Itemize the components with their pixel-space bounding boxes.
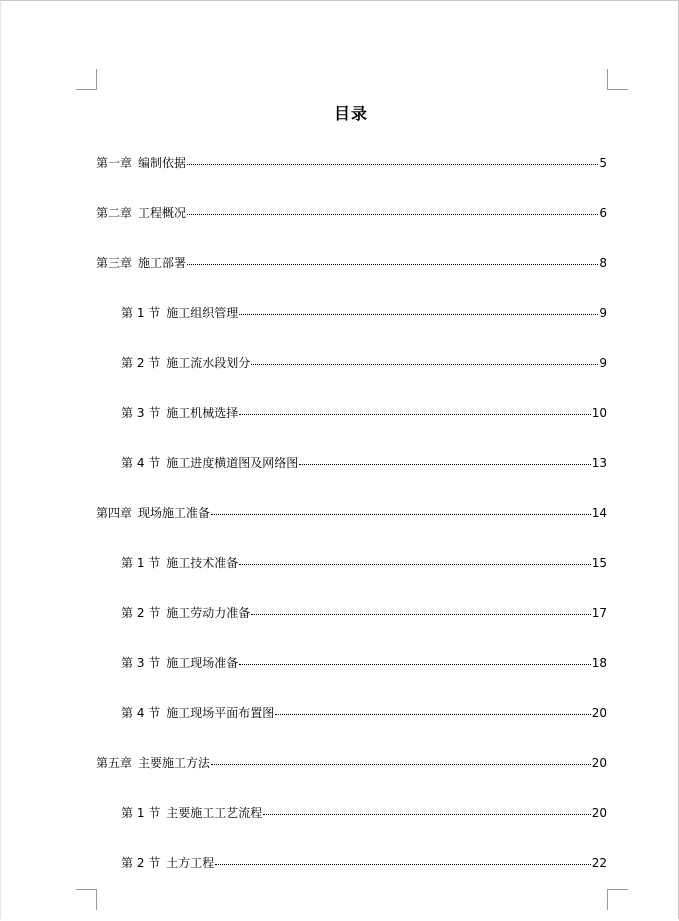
toc-entry[interactable]	[121, 856, 607, 870]
toc-entry-page-number: 8	[599, 256, 607, 270]
toc-entry-number: 第 2 节	[121, 606, 161, 620]
toc-entry[interactable]	[121, 656, 607, 670]
toc-dot-leader	[187, 164, 598, 165]
toc-entry[interactable]	[121, 356, 607, 370]
toc-entry-text: 施工劳动力准备	[166, 606, 251, 620]
toc-entry-number: 第 1 节	[121, 556, 161, 570]
toc-entry-number: 第 1 节	[121, 306, 161, 320]
toc-entry[interactable]	[96, 256, 607, 270]
toc-dot-leader	[263, 814, 590, 815]
toc-entry-number: 第 4 节	[121, 706, 161, 720]
toc-entry-page-number: 15	[591, 556, 607, 570]
toc-dot-leader	[239, 314, 598, 315]
toc-entry-page-number: 18	[591, 656, 607, 670]
toc-entry[interactable]	[121, 306, 607, 320]
toc-entry-number: 第一章	[96, 156, 133, 170]
toc-entry-number: 第二章	[96, 206, 133, 220]
toc-entry-number: 第 2 节	[121, 356, 161, 370]
toc-entry-text: 施工部署	[138, 256, 187, 270]
toc-entry-label	[121, 456, 298, 470]
toc-dot-leader	[211, 764, 591, 765]
toc-entry[interactable]	[121, 406, 607, 420]
toc-dot-leader	[239, 564, 590, 565]
toc-entry-page-number: 5	[599, 156, 607, 170]
toc-entry-text: 施工进度横道图及网络图	[166, 456, 299, 470]
toc-entry-number: 第三章	[96, 256, 133, 270]
toc-entry-number: 第 3 节	[121, 656, 161, 670]
toc-entry-page-number: 9	[599, 306, 607, 320]
toc-entry-label	[121, 406, 238, 420]
toc-dot-leader	[239, 664, 590, 665]
toc-entry[interactable]	[121, 706, 607, 720]
toc-entry-page-number: 6	[599, 206, 607, 220]
toc-entry-text: 编制依据	[138, 156, 187, 170]
toc-entry-label	[96, 506, 210, 520]
toc-entry-text: 施工组织管理	[166, 306, 239, 320]
toc-entry-page-number: 10	[591, 406, 607, 420]
toc-entry-text: 施工机械选择	[166, 406, 239, 420]
toc-entry-text: 主要施工工艺流程	[166, 806, 263, 820]
toc-entry-text: 施工技术准备	[166, 556, 239, 570]
toc-entry-label	[121, 806, 262, 820]
toc-entry-text: 施工现场平面布置图	[166, 706, 275, 720]
toc-entry-page-number: 22	[591, 856, 607, 870]
toc-entry-label	[96, 256, 186, 270]
toc-entry[interactable]	[96, 756, 607, 770]
toc-entry-label	[121, 856, 214, 870]
toc-dot-leader	[251, 614, 590, 615]
toc-entry[interactable]	[96, 156, 607, 170]
toc-entry[interactable]	[121, 606, 607, 620]
toc-entry-text: 施工流水段划分	[166, 356, 251, 370]
toc-dot-leader	[211, 514, 591, 515]
toc-entry-label	[121, 606, 250, 620]
toc-dot-leader	[215, 864, 590, 865]
toc-entry-text: 现场施工准备	[138, 506, 211, 520]
toc-entry-text: 土方工程	[166, 856, 215, 870]
toc-entry-page-number: 20	[591, 706, 607, 720]
toc-entry[interactable]	[121, 556, 607, 570]
toc-entry-label	[121, 356, 250, 370]
toc-entry-label	[96, 756, 210, 770]
toc-entry-text: 施工现场准备	[166, 656, 239, 670]
toc-dot-leader	[275, 714, 590, 715]
toc-dot-leader	[239, 414, 590, 415]
toc-dot-leader	[187, 214, 598, 215]
toc-entry-page-number: 20	[591, 756, 607, 770]
toc-entry-number: 第 2 节	[121, 856, 161, 870]
toc-entry-number: 第 3 节	[121, 406, 161, 420]
toc-entry-label	[121, 656, 238, 670]
toc-dot-leader	[187, 264, 598, 265]
toc-entry-number: 第 4 节	[121, 456, 161, 470]
toc-entry-label	[121, 306, 238, 320]
toc-entry-label	[96, 156, 186, 170]
toc-entry-page-number: 13	[591, 456, 607, 470]
toc-entry-page-number: 9	[599, 356, 607, 370]
toc-entry-label	[96, 206, 186, 220]
toc-entry-page-number: 20	[591, 806, 607, 820]
toc-title: 目录	[333, 104, 368, 123]
toc-entry-number: 第五章	[96, 756, 133, 770]
toc-entry-label	[121, 706, 274, 720]
toc-dot-leader	[251, 364, 598, 365]
toc-entry-text: 工程概况	[138, 206, 187, 220]
toc-entry-page-number: 14	[591, 506, 607, 520]
toc-entry[interactable]	[121, 806, 607, 820]
toc-entry-number: 第 1 节	[121, 806, 161, 820]
toc-entry[interactable]	[96, 506, 607, 520]
toc-entry-text: 主要施工方法	[138, 756, 211, 770]
toc-entry[interactable]	[96, 206, 607, 220]
table-of-contents	[1, 1, 679, 921]
toc-entry-page-number: 17	[591, 606, 607, 620]
toc-entry-number: 第四章	[96, 506, 133, 520]
toc-entry-label	[121, 556, 238, 570]
toc-entry[interactable]	[121, 456, 607, 470]
toc-dot-leader	[299, 464, 590, 465]
